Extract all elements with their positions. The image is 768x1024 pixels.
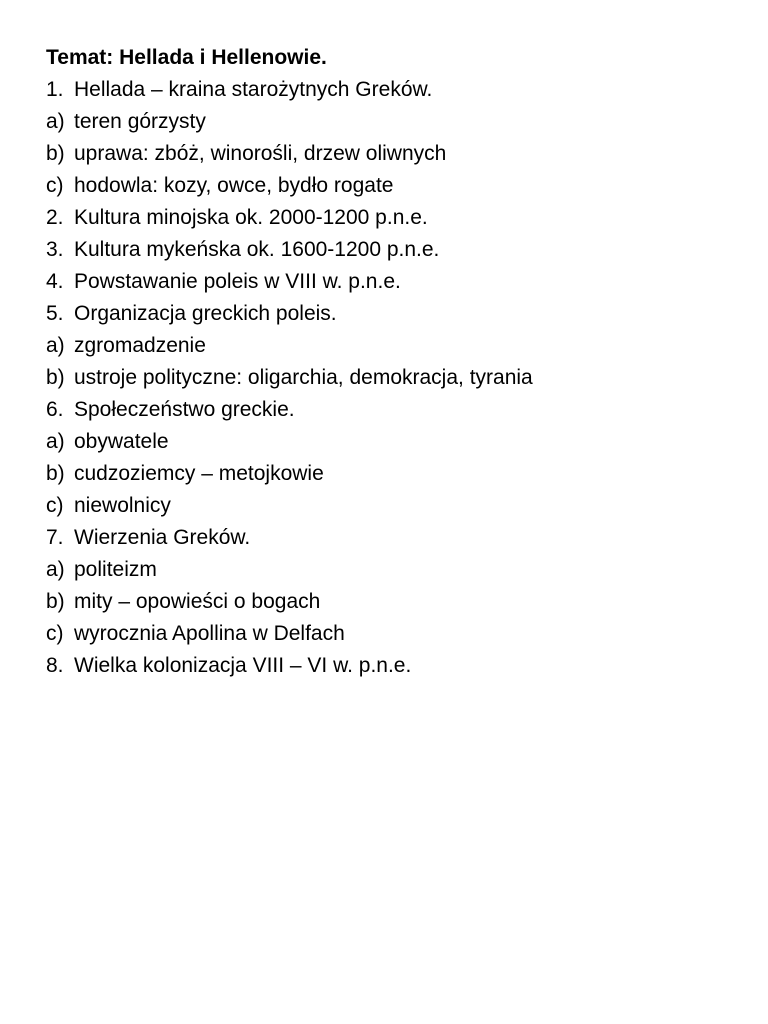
list-text: Kultura mykeńska ok. 1600-1200 p.n.e.	[74, 238, 440, 261]
list-text: hodowla: kozy, owce, bydło rogate	[74, 174, 394, 197]
list-marker: b)	[46, 590, 65, 613]
list-text: teren górzysty	[74, 110, 206, 133]
list-marker: 5.	[46, 302, 64, 325]
list-marker: b)	[46, 366, 65, 389]
list-marker: a)	[46, 334, 65, 357]
list-text: Wielka kolonizacja VIII – VI w. p.n.e.	[74, 654, 412, 677]
list-marker: 4.	[46, 270, 64, 293]
list-marker: a)	[46, 430, 65, 453]
list-item	[46, 362, 746, 394]
list-marker: 2.	[46, 206, 64, 229]
list-marker: a)	[46, 558, 65, 581]
list-text: uprawa: zbóż, winorośli, drzew oliwnych	[74, 142, 447, 165]
list-text: obywatele	[74, 430, 169, 453]
list-marker: 1.	[46, 78, 64, 101]
list-text: niewolnicy	[74, 494, 171, 517]
list-item	[46, 234, 746, 266]
list-marker: b)	[46, 462, 65, 485]
list-marker: a)	[46, 110, 65, 133]
list-text: wyrocznia Apollina w Delfach	[74, 622, 345, 645]
list-item	[46, 618, 746, 650]
list-marker: 6.	[46, 398, 64, 421]
list-item	[46, 394, 746, 426]
list-text: Organizacja greckich poleis.	[74, 302, 337, 325]
list-item	[46, 554, 746, 586]
list-text: ustroje polityczne: oligarchia, demokracja, tyrania	[74, 366, 533, 389]
list-marker: c)	[46, 494, 64, 517]
list-text: Hellada – kraina starożytnych Greków.	[74, 78, 433, 101]
list-marker: 7.	[46, 526, 64, 549]
list-item	[46, 330, 746, 362]
list-item	[46, 522, 746, 554]
list-text: Społeczeństwo greckie.	[74, 398, 295, 421]
list-item	[46, 106, 746, 138]
list-marker: c)	[46, 622, 64, 645]
list-text: Wierzenia Greków.	[74, 526, 251, 549]
list-marker: 3.	[46, 238, 64, 261]
list-item	[46, 490, 746, 522]
list-marker: b)	[46, 142, 65, 165]
list-item	[46, 138, 746, 170]
list-text: cudzoziemcy – metojkowie	[74, 462, 324, 485]
list-item	[46, 266, 746, 298]
list-text: mity – opowieści o bogach	[74, 590, 321, 613]
list-item	[46, 426, 746, 458]
list-text: zgromadzenie	[74, 334, 206, 357]
list-item	[46, 650, 746, 682]
list-item	[46, 458, 746, 490]
list-text: Kultura minojska ok. 2000-1200 p.n.e.	[74, 206, 428, 229]
list-item	[46, 298, 746, 330]
list-text: politeizm	[74, 558, 157, 581]
list-item	[46, 74, 746, 106]
document-page	[46, 42, 746, 682]
list-item	[46, 170, 746, 202]
list-item	[46, 202, 746, 234]
page-title: Temat: Hellada i Hellenowie.	[46, 46, 327, 69]
list-marker: 8.	[46, 654, 64, 677]
list-marker: c)	[46, 174, 64, 197]
list-text: Powstawanie poleis w VIII w. p.n.e.	[74, 270, 401, 293]
list-item	[46, 586, 746, 618]
